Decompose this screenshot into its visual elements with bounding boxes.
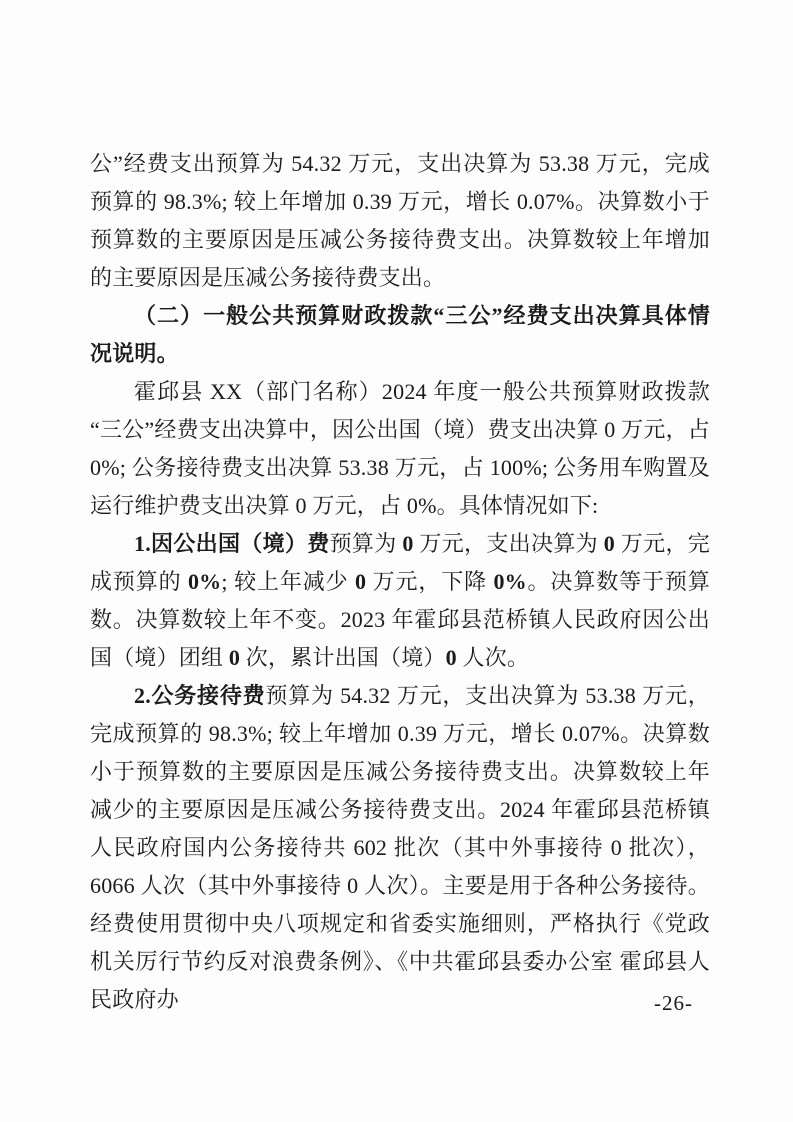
para-three-public-summary-continuation xyxy=(90,145,710,297)
page-number: -26- xyxy=(654,991,693,1015)
text-run: ; 较上年减少 xyxy=(221,569,355,594)
document-body xyxy=(90,145,710,1019)
text-run-bold: 2.公务接待费 xyxy=(134,683,266,708)
para-three-public-overview xyxy=(90,373,710,525)
text-run: 万元，支出决算为 xyxy=(413,531,604,556)
heading-section-two xyxy=(90,297,710,373)
para-item-1-abroad-expense xyxy=(90,525,710,677)
text-run-bold: 0% xyxy=(187,569,222,594)
text-run: 公”经费支出预算为 54.32 万元，支出决算为 53.38 万元，完成预算的 98.3%; 较上年增加 0.39 万元，增长 0.07%。决算数小于预算数的主要原因是压减公务接待费支出。决算数较上年增加的主要原因是压减公务接待费支出。 xyxy=(90,151,710,290)
text-run-bold: 0 xyxy=(228,645,241,670)
para-item-2-reception-expense xyxy=(90,677,710,1019)
text-run: 万元，完成预算的 xyxy=(90,531,710,594)
text-run: 预算为 xyxy=(329,531,403,556)
text-run: 万元，下降 xyxy=(366,569,494,594)
text-run-bold: 0 xyxy=(354,569,367,594)
text-run-bold: 0 xyxy=(603,531,615,556)
text-run: 次，累计出国（境） xyxy=(240,645,446,670)
text-run-bold: 0% xyxy=(493,569,527,594)
text-run: 人次。 xyxy=(456,645,530,670)
text-run-bold: 0 xyxy=(402,531,414,556)
text-run: 。决算数等于预算数。决算数较上年不变。2023 年霍邱县范桥镇人民政府因公出国（境）团组 xyxy=(90,569,710,670)
text-run-bold: 0 xyxy=(445,645,457,670)
text-run-bold: 1.因公出国（境）费 xyxy=(134,531,330,556)
text-run: 霍邱县 XX（部门名称）2024 年度一般公共预算财政拨款“三公”经费支出决算中，因公出国（境）费支出决算 0 万元，占 0%; 公务接待费支出决算 53.38 万元，占 100%; 公务用车购置及运行维护费支出决算 0 万元，占 0%。具体情况如下: xyxy=(90,379,710,518)
text-run: 预算为 54.32 万元，支出决算为 53.38 万元，完成预算的 98.3%; 较上年增加 0.39 万元，增长 0.07%。决算数小于预算数的主要原因是压减公务接待费支出。决算数较上年减少的主要原因是压减公务接待费支出。2024 年霍邱县范桥镇人民政府国内公务接待共 602 批次（其中外事接待 0 批次），6066 人次（其中外事接待 0 人次）。主要是用于各种公务接待。经费使用贯彻中央八项规定和省委实施细则，严格执行《党政机关厉行节约反对浪费条例》、《中共霍邱县委办公室 霍邱县人民政府办 xyxy=(90,683,710,1012)
text-run-bold: （二）一般公共预算财政拨款“三公”经费支出决算具体情况说明。 xyxy=(90,303,710,366)
